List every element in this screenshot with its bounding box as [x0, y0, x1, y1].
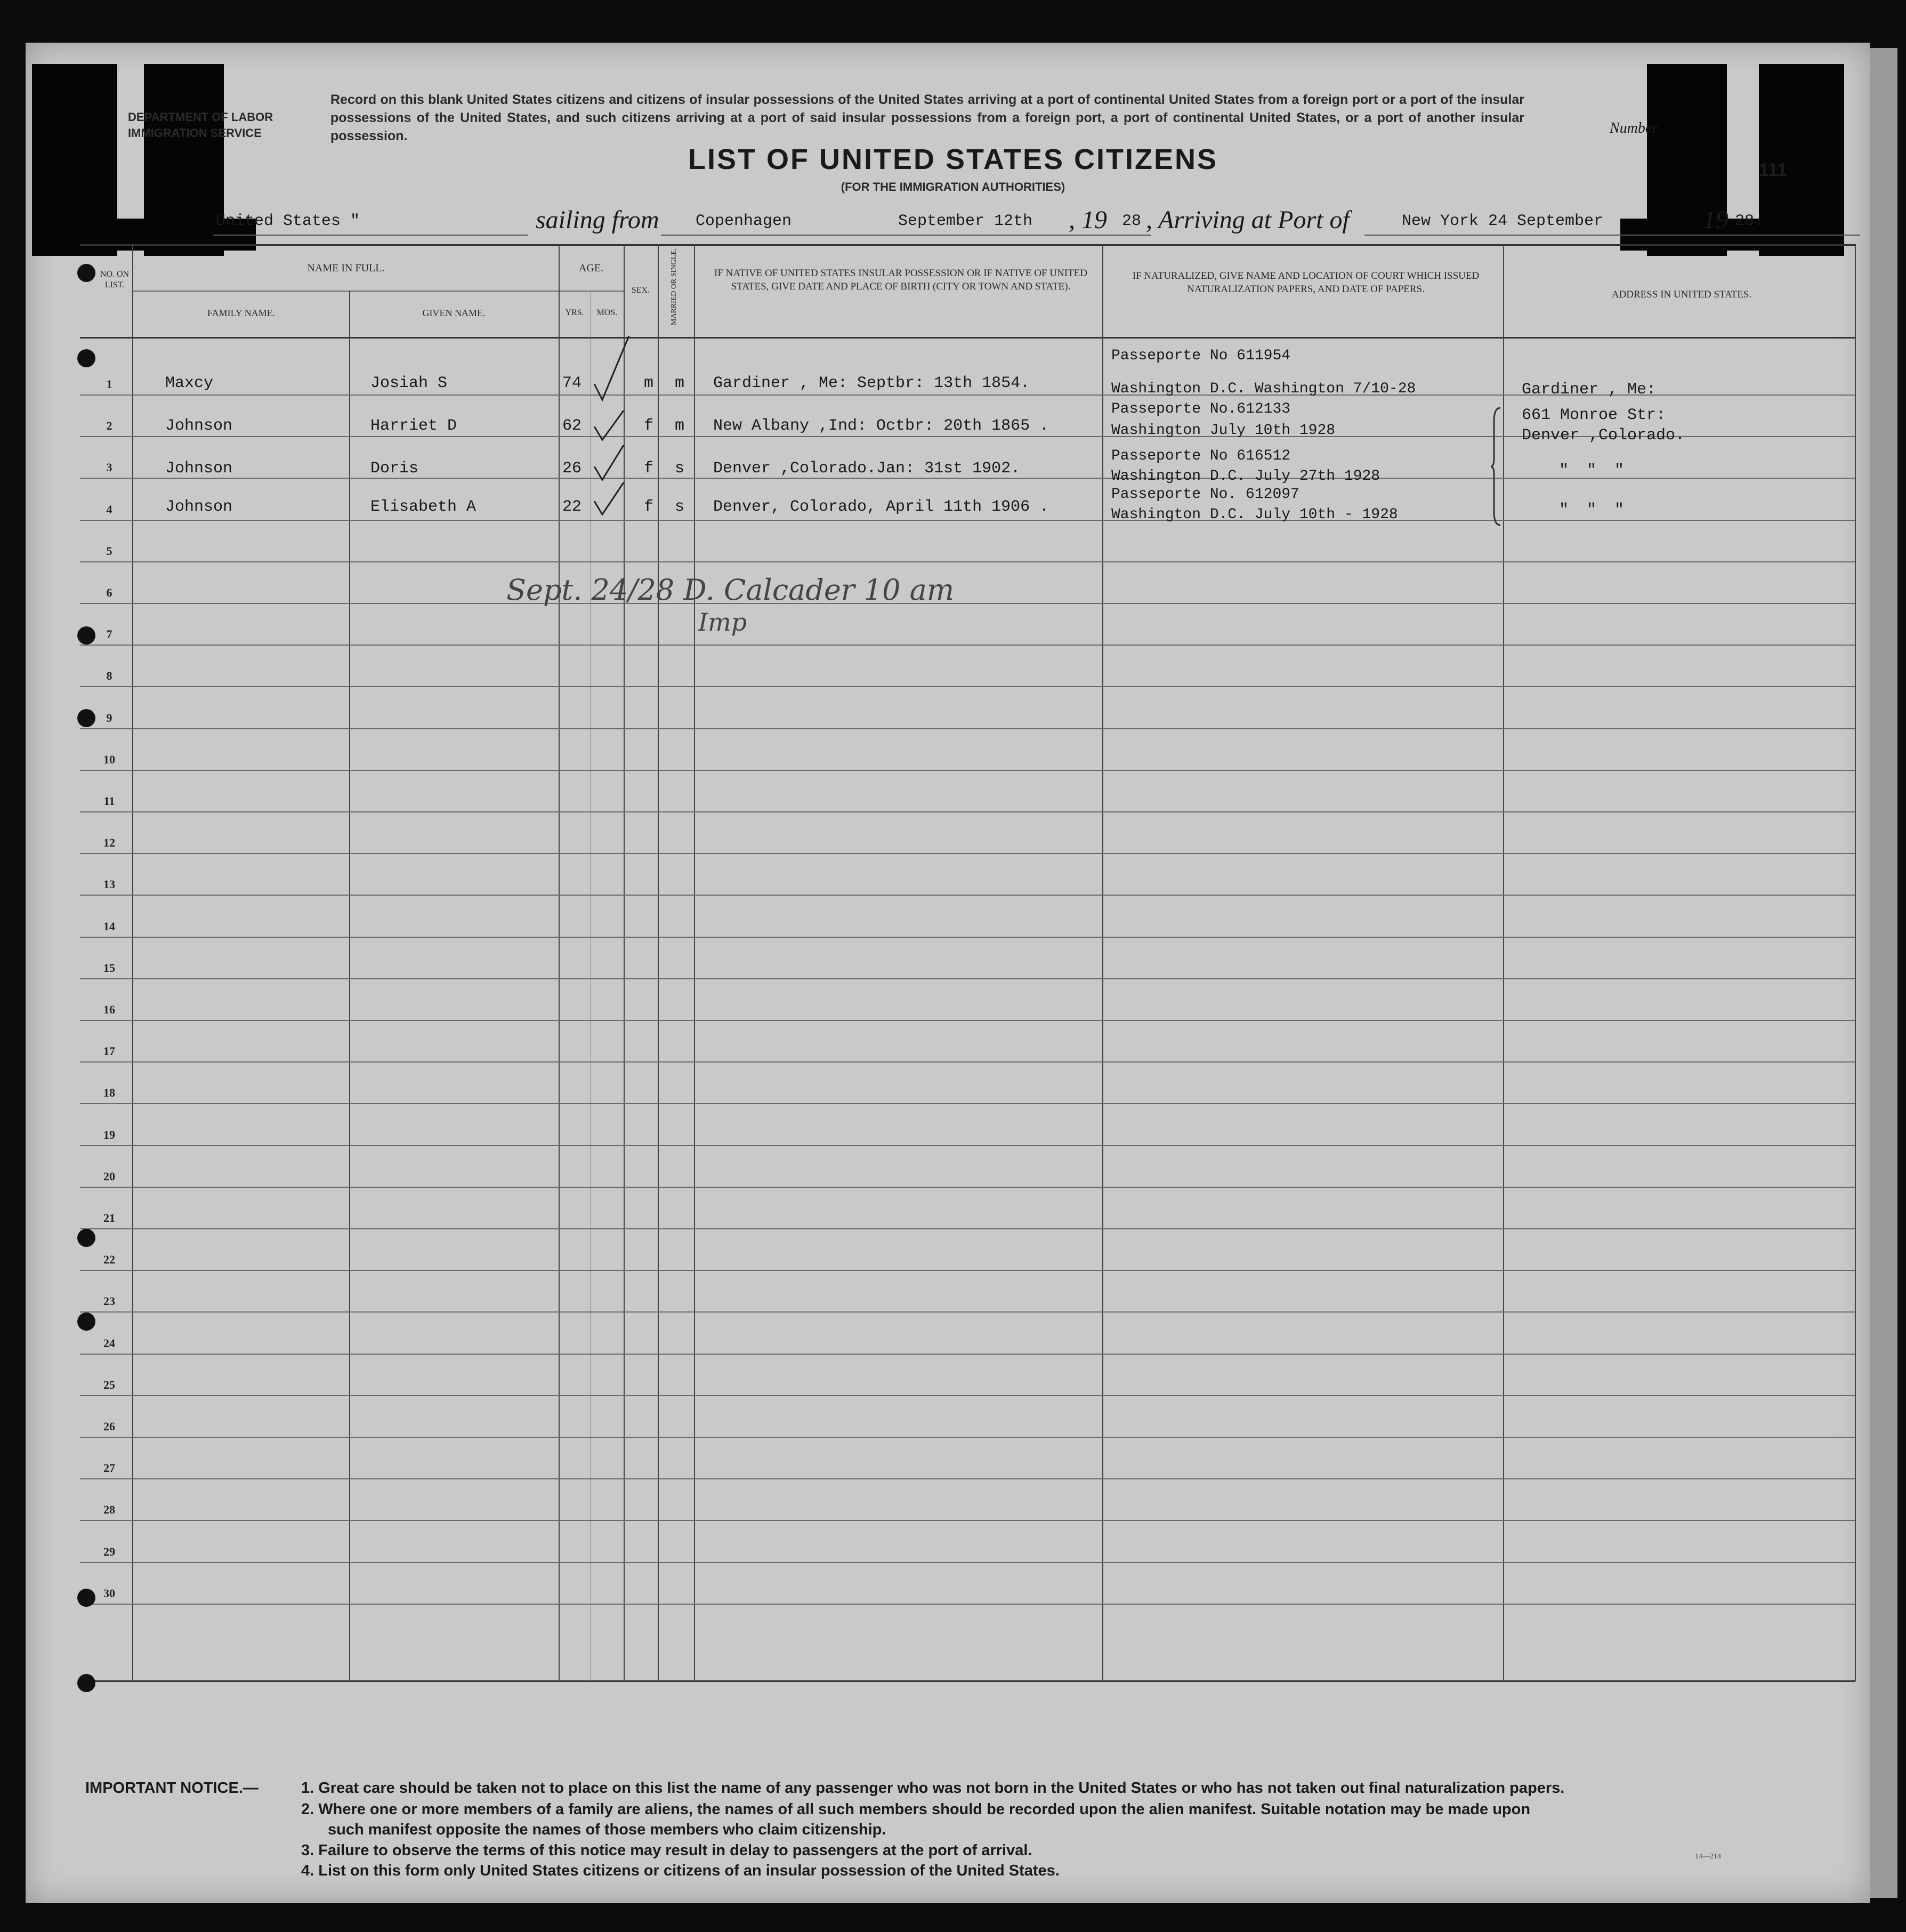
row-rule	[80, 1020, 1855, 1021]
notice-label: IMPORTANT NOTICE.—	[85, 1780, 259, 1797]
col-header-yrs: YRS.	[565, 308, 584, 317]
notice-item1: 1. Great care should be taken not to place on this list the name of any passenger who was not born in the United States or who has not taken out final naturalization papers.	[301, 1780, 1565, 1797]
page-title: LIST OF UNITED STATES CITIZENS	[688, 143, 1218, 175]
col-header-naturalized: IF NATURALIZED, GIVE NAME AND LOCATION OF COURT WHICH ISSUED NATURALIZATION PAPERS, AND DATE OF PAPERS.	[1132, 270, 1480, 295]
row4-family: Johnson	[165, 498, 233, 516]
binder-hole	[77, 1229, 95, 1247]
year-prefix: , 19	[1069, 206, 1107, 234]
number-label: Number	[1610, 120, 1658, 136]
row-number: 6	[106, 586, 112, 599]
departure-date: September 12th	[898, 212, 1033, 230]
row-rule	[80, 937, 1855, 938]
row-rule	[80, 770, 1855, 771]
row2-papers1: Passeporte No.612133	[1111, 401, 1291, 417]
subheader-divider	[133, 291, 624, 292]
row-rule	[80, 603, 1855, 604]
row-rule	[80, 1395, 1855, 1396]
row-rule	[80, 561, 1855, 562]
col-header-mos: MOS.	[596, 308, 618, 317]
col-divider	[658, 244, 659, 1681]
col-header-no: NO. ON LIST.	[100, 270, 130, 289]
arriving-label: , Arriving at Port of	[1146, 206, 1350, 234]
row-rule	[80, 728, 1855, 729]
row4-papers1: Passeporte No. 612097	[1111, 486, 1299, 503]
row3-sex: f	[644, 460, 654, 478]
row-number: 7	[106, 627, 112, 641]
binder-hole	[77, 1313, 95, 1331]
row2-address1: 661 Monroe Str:	[1522, 406, 1666, 424]
row-rule	[80, 1311, 1855, 1313]
row2-papers2: Washington July 10th 1928	[1111, 422, 1336, 439]
row1-address: Gardiner , Me:	[1522, 381, 1657, 399]
arrival-year-suffix: 28.	[1735, 212, 1764, 230]
notice-item3: 3. Failure to observe the terms of this notice may result in delay to passengers at the port of arrival.	[301, 1842, 1032, 1859]
sheet-edge	[1870, 48, 1897, 1898]
row-number: 27	[103, 1461, 115, 1475]
col-divider	[349, 291, 350, 1681]
row3-papers1: Passeporte No 616512	[1111, 448, 1291, 464]
row3-yrs: 26	[562, 460, 582, 478]
col-header-birth: IF NATIVE OF UNITED STATES INSULAR POSSESSION OR IF NATIVE OF UNITED STATES, GIVE DATE AND PLACE OF BIRTH (CITY OR TOWN AND STATE).	[714, 268, 1087, 292]
notice-item2b: such manifest opposite the names of those members who claim citizenship.	[328, 1821, 886, 1838]
col-divider	[694, 244, 695, 1681]
port-underline	[1364, 235, 1860, 236]
col-header-name: NAME IN FULL.	[307, 262, 385, 274]
row4-married: s	[675, 498, 685, 516]
row2-married: m	[675, 417, 685, 435]
row-rule	[80, 1145, 1855, 1146]
binder-hole	[77, 709, 95, 727]
row-rule	[80, 1061, 1855, 1062]
row3-birth: Denver ,Colorado.Jan: 31st 1902.	[713, 460, 1021, 478]
dept-line2: IMMIGRATION SERVICE	[128, 126, 262, 140]
row-number: 17	[103, 1044, 115, 1058]
row-number: 29	[103, 1544, 115, 1558]
row4-address: " " "	[1559, 501, 1629, 519]
row-number: 10	[103, 752, 115, 766]
col-header-address: ADDRESS IN UNITED STATES.	[1611, 289, 1752, 300]
row-number: 16	[103, 1003, 115, 1016]
col-divider	[559, 244, 560, 1681]
arrival-year-prefix: 19	[1703, 206, 1729, 234]
table-bottom-border	[80, 1680, 1855, 1682]
row-number: 8	[106, 669, 112, 683]
row-number: 26	[103, 1420, 115, 1433]
row3-papers2: Washington D.C. July 27th 1928	[1111, 468, 1380, 485]
port-from: Copenhagen	[696, 212, 792, 230]
row-rule	[80, 1478, 1855, 1479]
year-suffix: 28	[1122, 212, 1142, 230]
checkmark-icons	[592, 331, 640, 522]
row-number: 13	[103, 878, 115, 891]
binder-hole	[77, 264, 95, 282]
row1-papers2: Washington D.C. Washington 7/10-28	[1111, 381, 1416, 397]
col-header-age: AGE.	[578, 262, 604, 274]
row1-birth: Gardiner , Me: Septbr: 13th 1854.	[713, 374, 1030, 392]
col-divider	[1102, 244, 1103, 1681]
row-rule	[80, 686, 1855, 687]
manifest-sheet	[26, 43, 1870, 1903]
notice-item4: 4. List on this form only United States citizens or citizens of an insular possession of the United States.	[301, 1862, 1060, 1879]
date-underline	[661, 235, 1151, 236]
row-number: 30	[103, 1586, 115, 1600]
row-number: 28	[103, 1503, 115, 1517]
row-number: 23	[103, 1294, 115, 1308]
row-rule	[80, 1354, 1855, 1355]
table-right-border	[1855, 244, 1856, 1681]
handwritten-initials: Imp	[698, 608, 747, 637]
row-number: 25	[103, 1378, 115, 1391]
row-rule	[80, 1228, 1855, 1229]
row-number: 14	[103, 919, 115, 933]
notice-item2a: 2. Where one or more members of a family are aliens, the names of all such members should be recorded upon the alien manifest. Suitable notation may be made upon	[301, 1801, 1531, 1818]
port-to: New York 24 September	[1402, 212, 1604, 230]
row-rule	[80, 1437, 1855, 1438]
dept-line1: DEPARTMENT OF LABOR	[128, 110, 273, 124]
row2-address2: Denver ,Colorado.	[1522, 426, 1685, 445]
row-rule	[80, 1103, 1855, 1104]
row-number: 3	[106, 461, 112, 474]
row-rule	[80, 1520, 1855, 1521]
brace-icon	[1490, 405, 1506, 528]
row4-papers2: Washington D.C. July 10th - 1928	[1111, 506, 1398, 523]
row3-married: s	[675, 460, 685, 478]
row1-papers1: Passeporte No 611954	[1111, 348, 1291, 364]
col-header-married: MARRIED OR SINGLE.	[670, 248, 678, 326]
row1-sex: m	[644, 374, 654, 392]
ship-name: United States "	[216, 212, 360, 230]
row2-birth: New Albany ,Ind: Octbr: 20th 1865 .	[713, 417, 1049, 435]
ship-underline	[213, 235, 528, 236]
row3-given: Doris	[370, 460, 419, 478]
row-number: 21	[103, 1211, 115, 1225]
header-bottom-border	[80, 337, 1855, 339]
binder-hole	[77, 1589, 95, 1607]
row-number: 22	[103, 1253, 115, 1267]
row4-sex: f	[644, 498, 654, 516]
row-number: 11	[103, 794, 115, 808]
row-rule	[80, 1604, 1855, 1605]
row-number: 19	[103, 1128, 115, 1141]
row-rule	[80, 1187, 1855, 1188]
row-rule	[80, 811, 1855, 812]
row-number: 2	[106, 419, 112, 433]
row-rule	[80, 895, 1855, 896]
department-label	[128, 109, 273, 141]
row3-family: Johnson	[165, 460, 233, 478]
col-divider	[132, 244, 133, 1681]
sailing-from-label: sailing from	[536, 206, 659, 234]
row-number: 18	[103, 1086, 115, 1100]
row4-yrs: 22	[562, 498, 582, 516]
row-number: 24	[103, 1336, 115, 1350]
col-header-given: GIVEN NAME.	[422, 308, 486, 318]
row3-address: " " "	[1559, 462, 1629, 480]
row-number: 12	[103, 836, 115, 850]
row1-yrs: 74	[562, 374, 582, 392]
row-rule	[80, 978, 1855, 979]
binder-hole	[77, 1674, 95, 1692]
list-number: 111	[1759, 160, 1787, 180]
row-rule	[80, 1562, 1855, 1563]
row2-sex: f	[644, 417, 654, 435]
handwritten-annotation: Sept. 24/28 D. Calcader 10 am	[506, 573, 955, 607]
row-rule	[80, 520, 1855, 521]
col-header-family: FAMILY NAME.	[207, 308, 276, 318]
table-top-border	[80, 244, 1855, 246]
row-number: 1	[106, 377, 112, 391]
form-code: 14—214	[1695, 1853, 1721, 1861]
row1-family: Maxcy	[165, 374, 214, 392]
row1-married: m	[675, 374, 685, 392]
row-number: 4	[106, 502, 112, 516]
row2-family: Johnson	[165, 417, 233, 435]
row2-given: Harriet D	[370, 417, 457, 435]
row-rule	[80, 645, 1855, 646]
row4-birth: Denver, Colorado, April 11th 1906 .	[713, 498, 1049, 516]
page-subtitle: (FOR THE IMMIGRATION AUTHORITIES)	[841, 180, 1065, 194]
row-number: 20	[103, 1169, 115, 1183]
row-number: 9	[106, 711, 112, 724]
binder-hole	[77, 626, 95, 645]
intro-text: Record on this blank United States citizens and citizens of insular possessions of the United States arriving at a port of continental United States from a foreign port or a port of the insular possessions of the United States, and such citizens arriving at a port of said insular possessions from a foreign port, a port of continental United States, or a port of another insular possession.	[330, 92, 1524, 143]
row-rule	[80, 1270, 1855, 1271]
row2-yrs: 62	[562, 417, 582, 435]
binder-hole	[77, 349, 95, 367]
row-number: 5	[106, 544, 112, 558]
row1-given: Josiah S	[370, 374, 448, 392]
row-rule	[80, 853, 1855, 854]
row-number: 15	[103, 961, 115, 975]
row4-given: Elisabeth A	[370, 498, 477, 516]
col-header-sex: SEX.	[631, 286, 650, 295]
